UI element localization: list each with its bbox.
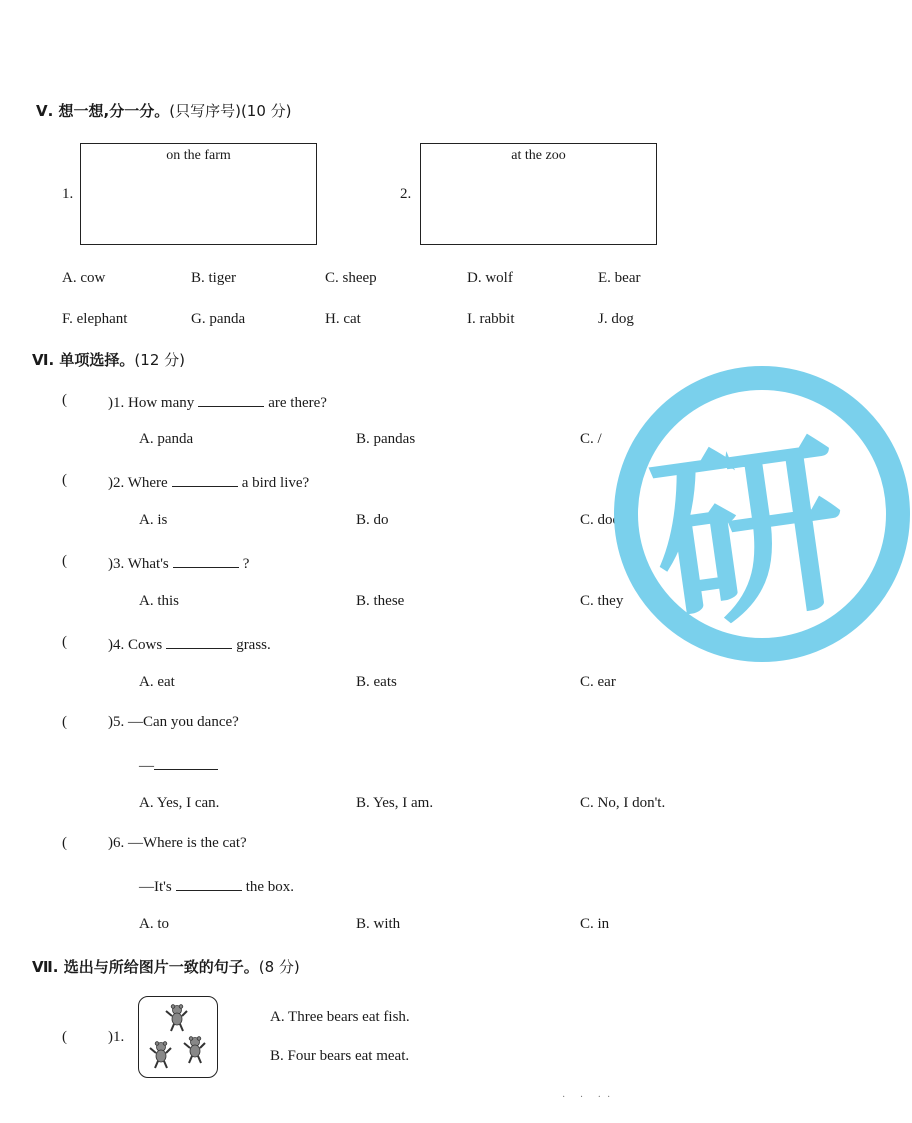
choice-c[interactable]: C. does [580, 512, 625, 528]
section-7-note: (8 分) [258, 958, 300, 976]
answer-paren[interactable]: ( [62, 392, 67, 408]
choice-b[interactable]: B. do [356, 512, 389, 528]
question-number: )4. [108, 637, 125, 653]
question-1 [108, 392, 327, 412]
question-text: —Can you dance? [128, 714, 239, 730]
choice-b[interactable]: B. pandas [356, 431, 416, 447]
section-5-heading [36, 100, 292, 121]
question-2 [108, 472, 309, 492]
question-text: —Where is the cat? [128, 835, 247, 851]
response-line [139, 876, 294, 896]
answer-blank[interactable] [166, 634, 232, 649]
question-number: )1. [108, 395, 125, 411]
watermark-stamp [612, 364, 912, 664]
answer-blank[interactable] [173, 553, 239, 568]
answer-paren[interactable]: ( [62, 835, 67, 851]
choice-c[interactable]: C. they [580, 593, 624, 609]
question-number: )6. [108, 835, 125, 851]
choice-c[interactable]: C. ear [580, 674, 616, 690]
section-6-note: (12 分) [134, 351, 185, 369]
section-5-note: (只写序号)(10 分) [169, 102, 292, 120]
answer-blank[interactable] [154, 755, 218, 770]
option-item: F. elephant [62, 311, 128, 327]
question-text: Cows [128, 637, 163, 653]
question-5 [108, 714, 239, 731]
choice-c[interactable]: C. / [580, 431, 602, 447]
question-text: —It's [139, 879, 172, 895]
option-item: G. panda [191, 311, 246, 327]
answer-blank[interactable] [176, 876, 242, 891]
choice-a[interactable]: A. this [139, 593, 180, 609]
answer-blank[interactable] [172, 472, 238, 487]
option-item: I. rabbit [467, 311, 515, 327]
box-1-number: 1. [62, 186, 74, 202]
box-farm-label: on the farm [166, 148, 231, 163]
question-number: )5. [108, 714, 125, 730]
choice-b[interactable]: B. Yes, I am. [356, 795, 434, 811]
stamp-glyph: 研 [640, 412, 860, 659]
answer-box-zoo[interactable] [420, 143, 657, 245]
option-item: B. tiger [191, 270, 236, 286]
section-7-heading [32, 956, 300, 977]
question-text: the box. [245, 879, 295, 895]
answer-paren[interactable]: ( [62, 714, 67, 730]
question-number: )3. [108, 556, 125, 572]
section-5-title: Ⅴ. 想一想,分一分。 [36, 102, 170, 120]
option-item: A. cow [62, 270, 106, 286]
choice-b[interactable]: B. eats [356, 674, 397, 690]
bears-picture [138, 996, 218, 1078]
box-2-number: 2. [400, 186, 412, 202]
question-text: are there? [268, 395, 327, 411]
answer-box-farm[interactable] [80, 143, 317, 245]
option-item: H. cat [325, 311, 361, 327]
answer-paren[interactable]: ( [62, 553, 67, 569]
question-3 [108, 553, 249, 573]
choice-a[interactable]: A. to [139, 916, 169, 932]
choice-a[interactable]: A. eat [139, 674, 175, 690]
choice-c[interactable]: C. No, I don't. [580, 795, 666, 811]
choice-a[interactable]: A. Three bears eat fish. [270, 1009, 410, 1025]
answer-blank[interactable] [198, 392, 264, 407]
choice-a[interactable]: A. panda [139, 431, 194, 447]
answer-paren[interactable]: ( [62, 634, 67, 650]
choice-b[interactable]: B. Four bears eat meat. [270, 1048, 410, 1064]
response-dash: — [139, 758, 154, 774]
section-6-heading [32, 349, 185, 370]
bears-illustration [139, 997, 217, 1077]
question-number: )1. [108, 1029, 125, 1045]
choice-a[interactable]: A. is [139, 512, 168, 528]
choice-b[interactable]: B. these [356, 593, 405, 609]
question-text: a bird live? [241, 475, 310, 491]
section-7-title: Ⅶ. 选出与所给图片一致的句子。 [32, 958, 259, 976]
option-item: J. dog [598, 311, 634, 327]
option-item: E. bear [598, 270, 641, 286]
answer-paren[interactable]: ( [62, 1029, 67, 1045]
question-6 [108, 835, 247, 852]
box-zoo-label: at the zoo [511, 148, 566, 163]
option-item: D. wolf [467, 270, 513, 286]
response-line [139, 755, 222, 775]
question-text: Where [127, 475, 168, 491]
question-text: What's [127, 556, 169, 572]
question-text: grass. [236, 637, 271, 653]
option-item: C. sheep [325, 270, 377, 286]
question-number: )2. [108, 475, 125, 491]
footer-marks: · · ·· [562, 1092, 617, 1103]
choice-b[interactable]: B. with [356, 916, 401, 932]
question-text: ? [242, 556, 250, 572]
answer-paren[interactable]: ( [62, 472, 67, 488]
question-text: How many [128, 395, 195, 411]
choice-a[interactable]: A. Yes, I can. [139, 795, 220, 811]
section-6-title: Ⅵ. 单项选择。 [32, 351, 135, 369]
question-4 [108, 634, 271, 654]
choice-c[interactable]: C. in [580, 916, 610, 932]
